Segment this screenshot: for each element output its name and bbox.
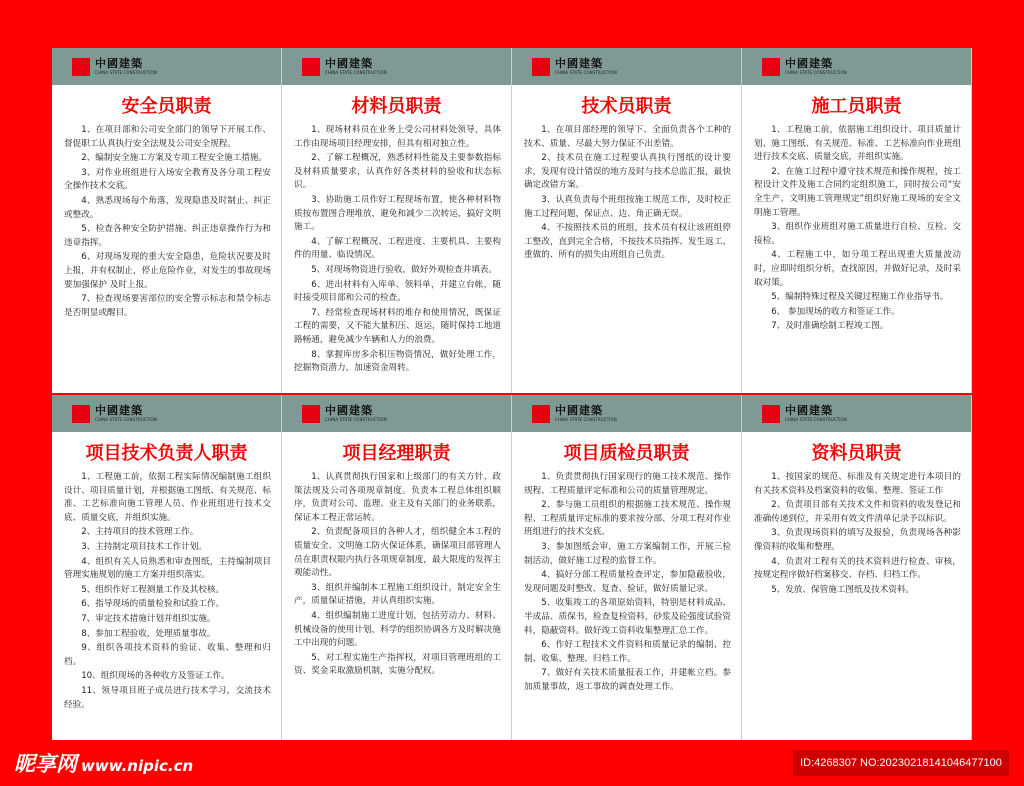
company-logo xyxy=(555,58,617,75)
duty-item: 5、检查各种安全防护措施、纠正违章操作行为和违章指挥。 xyxy=(64,224,271,248)
logo-english: CHINA STATE CONSTRUCTION xyxy=(555,70,617,75)
duty-panel xyxy=(512,48,742,393)
duty-item: 4、了解工程概况、工程进度、主要机具、主要构件的用量、临设情况。 xyxy=(294,236,501,261)
panel-title: 项目质检员职责 xyxy=(563,443,690,464)
logo-english: CHINA STATE CONSTRUCTION xyxy=(95,70,157,75)
duty-item: 6、作好工程技术文件资料和质量记录的编制、控制、收集、整理、归档工作。 xyxy=(524,640,731,664)
duty-item: 6、对现场发现的重大安全隐患，危险状况要及时上报，并有权制止，停止危险作业，对发生的事故现场要加强保护 及时上报。 xyxy=(64,252,271,290)
panel-header xyxy=(512,48,741,85)
panel-title: 技术员职责 xyxy=(581,96,672,117)
watermark-logo xyxy=(14,748,193,778)
duty-panel xyxy=(282,395,512,740)
duty-item: 9、组织各项技术资料的验证、收集、整理和归档。 xyxy=(64,643,271,667)
duty-list xyxy=(52,124,281,321)
duty-item: 6、指导现场的质量检验和试验工作。 xyxy=(81,599,225,610)
duty-item: 2、编制安全施工方案及专项工程安全施工措施。 xyxy=(81,153,268,164)
duty-item: 8、参加工程验收，处理质量事故。 xyxy=(81,628,216,639)
duty-item: 2、主持项目的技术管理工作。 xyxy=(81,527,199,538)
panel-title: 项目技术负责人职责 xyxy=(85,443,248,464)
company-logo xyxy=(555,405,617,422)
logo-chinese: 中國建築 xyxy=(785,57,833,70)
panel-title: 材料员职责 xyxy=(351,96,442,117)
logo-english: CHINA STATE CONSTRUCTION xyxy=(555,417,617,422)
duty-item: 3、对作业班组进行入场安全教育及各分项工程安全操作技术交底。 xyxy=(64,167,271,192)
duty-list xyxy=(512,471,741,696)
duty-item: 3、负责现场资料的填写及报验，负责现场各种影像资料的收集和整理。 xyxy=(754,528,961,552)
duty-item: 4、熟悉现场每个角落，发现隐患及时制止、纠正或整改。 xyxy=(64,195,271,220)
company-logo xyxy=(325,405,387,422)
panel-title: 项目经理职责 xyxy=(342,443,451,464)
duty-item: 11、领导项目班子成员进行技术学习，交流技术经验。 xyxy=(64,685,271,710)
company-logo xyxy=(785,58,847,75)
duty-item: 2、负责项目部有关技术文件和资料的收发登记和准确传递到位，并采用有效文件清单记录予以标识。 xyxy=(754,500,961,524)
duty-list xyxy=(742,124,971,335)
logo-english: CHINA STATE CONSTRUCTION xyxy=(785,417,847,422)
duty-item: 3、协助施工员作好工程现场布置，使各种材料物质按布置图合理堆放，避免和减少二次转运，搞好文明施工。 xyxy=(294,194,501,233)
logo-english: CHINA STATE CONSTRUCTION xyxy=(325,417,387,422)
image-id-label: ID:4268307 NO:20230218141046477100 xyxy=(793,750,1009,776)
logo-chinese: 中國建築 xyxy=(95,57,143,70)
cscec-logo-icon xyxy=(72,58,90,76)
duty-item: 2、负责配备项目的各种人才，组织健全本工程的质量安全、文明施工防火保证体系，确保项目部管理人员在职责权限内执行各项规章制度，最大限度的发挥主观能动性。 xyxy=(294,527,501,579)
duty-list xyxy=(282,471,511,680)
duty-item: 5、收集竣工的各项原始资料，特别是材料成品、半成品、质保书，检查复检资料，砂浆及砼强度试验资料，隐蔽资料。做好竣工资料收集整理汇总工作。 xyxy=(524,598,731,636)
duty-item: 10、组织现场的各种收方及签证工作。 xyxy=(81,671,230,682)
company-logo xyxy=(95,58,157,75)
duty-item: 7、做好有关技术质量报表工作，并建帐立档。参加质量事故，返工事故的调查处理工作。 xyxy=(524,668,731,692)
duty-item: 1、工程施工前，依据施工组织设计、项目质量计划、施工图纸、有关规范、标准、工艺标准向作业班组进行技术交底、质量交底，并组织实施。 xyxy=(754,125,961,163)
watermark-url: www.nipic.cn xyxy=(81,757,194,775)
company-logo xyxy=(95,405,157,422)
panel-title: 安全员职责 xyxy=(121,96,212,117)
footer-bar xyxy=(0,740,1024,784)
duty-item: 3、组织并编制本工程施工组织设计，制定安全生产，质量保证措施，并认真组织实施。 xyxy=(294,582,501,607)
logo-chinese: 中國建築 xyxy=(95,404,143,417)
duty-item: 2、参与施工员组织的根据施工技术规范、操作规程、工程质量评定标准的要求按分部、分项工程对作业班组进行的技术交底。 xyxy=(524,500,731,538)
duty-item: 4、负责对工程有关的技术资料进行检查、审核，按规定程序做好档案移交、存档、归档工作。 xyxy=(754,556,961,581)
panel-header xyxy=(742,395,971,432)
panel-header xyxy=(52,395,281,432)
panel-title: 施工员职责 xyxy=(811,96,902,117)
duty-item: 4、不按照技术员的班组，技术员有权让该班组停工整改，直到完全合格，不按技术员指挥、发生返工、重做的、所有的损失由班组自己负责。 xyxy=(524,223,731,261)
duty-item: 1、按国家的规范、标准及有关规定进行本项目的有关技术资料及档案资料的收集、整理、签证工作 xyxy=(754,472,961,496)
panel-title: 资料员职责 xyxy=(811,443,902,464)
duty-item: 5、对现场物资进行验收，做好外观检查并填表。 xyxy=(311,264,498,275)
duty-item: 4、搞好分部工程质量检查评定，参加隐蔽验收，发现问题及时整改、复查、验证，做好质量记录。 xyxy=(524,570,731,594)
duty-item: 3、认真负责每个班组按施工规范工作，及时校正施工过程问题，保证点、边、角正确无误。 xyxy=(524,194,731,219)
duty-item: 2、了解工程概况，熟悉材料性能及主要参数指标及材料质量要求，认真作好各类材料的验收和状态标识。 xyxy=(294,153,501,191)
duty-item: 1、负责贯彻执行国家现行的施工技术规范、操作规程、工程质量评定标准和公司的质量管理规定。 xyxy=(524,472,731,496)
duty-item: 1、现场材料员在业务上受公司材料处领导，具体工作由现场项目经理安排，但具有相对独立性。 xyxy=(294,125,501,149)
duty-item: 1、工程施工前，依据工程实际情况编制施工组织设计、项目质量计划，并根据施工图纸、有关规范、标准、工艺标准向施工管理人员、作业班组进行技术交底、质量交底，并组织实施。 xyxy=(64,472,271,523)
duty-item: 3、参加图纸会审，施工方案编制工作，开展三检制活动，做好施工过程的监督工作。 xyxy=(524,541,731,566)
duty-item: 4、组织编制施工进度计划，包括劳动力、材料、机械设备的使用计划，科学的组织协调各方及时解决施工中出现的问题。 xyxy=(294,610,501,649)
duty-list xyxy=(742,471,971,598)
logo-english: CHINA STATE CONSTRUCTION xyxy=(785,70,847,75)
logo-chinese: 中國建築 xyxy=(555,404,603,417)
duty-item: 1、认真贯彻执行国家和上级部门的有关方针、政策法规及公司各项规章制度。负责本工程总体组织顺序，负责对公司、监理、业主及有关部门的业务联系，保证本工程正常运转。 xyxy=(294,472,501,523)
duty-panel xyxy=(52,48,282,393)
duty-item: 5、发放、保管施工图纸及技术资料。 xyxy=(771,584,915,595)
duty-item: 7、及时准确绘制工程竣工图。 xyxy=(771,321,889,332)
duty-item: 7、审定技术措施计划并组织实施。 xyxy=(81,613,216,624)
duty-item: 8、掌握库房多余积压物资情况，做好处理工作，挖掘物资潜力，加速资金周转。 xyxy=(294,349,501,374)
panel-header xyxy=(282,395,511,432)
panel-header xyxy=(742,48,971,85)
duty-panel xyxy=(742,395,972,740)
duty-panel xyxy=(52,395,282,740)
duty-panel xyxy=(512,395,742,740)
duty-item: 7、经常检查现场材料的堆存和使用情况，既保证工程的需要，又不能大量积压、返运，随时保持工地道路畅通，避免减少车辆和人力的浪费。 xyxy=(294,307,501,345)
panel-header xyxy=(512,395,741,432)
duty-item: 1、在项目部经理的领导下、全面负责各个工种的技术、质量、尽最大努力保证不出差错。 xyxy=(524,125,731,149)
duty-item: 2、技术员在施工过程要认真执行图纸的设计要求，发现有设计错误的地方及时与技术总监汇报，最快确定改错方案。 xyxy=(524,153,731,191)
duty-panel xyxy=(282,48,512,393)
duty-item: 7、检查现场要害部位的安全警示标志和禁令标志是否明显或醒目。 xyxy=(64,294,271,318)
duty-item: 5、组织作好工程测量工作及其校核。 xyxy=(81,584,225,595)
panel-header xyxy=(52,48,281,85)
logo-chinese: 中國建築 xyxy=(325,404,373,417)
duty-item: 5、对工程实施生产指挥权，对项目管理班组的工资、奖金采取激励机制，实施分配权。 xyxy=(294,652,501,677)
logo-chinese: 中國建築 xyxy=(325,57,373,70)
duty-item: 5、编制特殊过程及关键过程施工作业指导书。 xyxy=(771,292,949,303)
company-logo xyxy=(785,405,847,422)
logo-chinese: 中國建築 xyxy=(555,57,603,70)
duty-list xyxy=(282,124,511,377)
duty-item: 3、主持制定项目技术工作计划。 xyxy=(81,541,207,552)
duty-item: 1、在项目部和公司安全部门的领导下开展工作、督促职工认真执行安全法规及公司安全规程。 xyxy=(64,125,271,149)
duty-item: 3、组织作业班组对施工质量进行自检、互检、交接检。 xyxy=(754,222,961,246)
cscec-logo-icon xyxy=(532,405,550,423)
watermark-site-name: 昵享网 xyxy=(14,752,77,776)
duty-list xyxy=(512,124,741,264)
logo-english: CHINA STATE CONSTRUCTION xyxy=(325,70,387,75)
logo-english: CHINA STATE CONSTRUCTION xyxy=(95,417,157,422)
logo-chinese: 中國建築 xyxy=(785,404,833,417)
duty-item: 2、在施工过程中遵守技术规范和操作规程，按工程设计文件及施工合同约定组织施工，同时按公司“安全生产、文明施工管理规定”组织好施工现场的安全文明施工管理。 xyxy=(754,166,961,218)
duty-panel xyxy=(742,48,972,393)
cscec-logo-icon xyxy=(762,58,780,76)
duty-item: 4、工程施工中，如分项工程出现重大质量波动时，应即时组织分析，查找原因，并做好记录，及时采取对策。 xyxy=(754,250,961,288)
cscec-logo-icon xyxy=(532,58,550,76)
company-logo xyxy=(325,58,387,75)
panel-header xyxy=(282,48,511,85)
cscec-logo-icon xyxy=(302,58,320,76)
duty-item: 6、 参加现场的收方和签证工作。 xyxy=(771,306,900,317)
duty-item: 4、组织有关人员熟悉和审查图纸，主持编制项目管理实施规划的施工方案并组织落实。 xyxy=(64,556,271,581)
cscec-logo-icon xyxy=(72,405,90,423)
duty-item: 6、进出材料有入库单、领料单，并建立台帐，随时接受项目部和公司的检查。 xyxy=(294,279,501,304)
cscec-logo-icon xyxy=(762,405,780,423)
duty-list xyxy=(52,471,281,713)
duty-board-grid xyxy=(52,48,972,740)
cscec-logo-icon xyxy=(302,405,320,423)
